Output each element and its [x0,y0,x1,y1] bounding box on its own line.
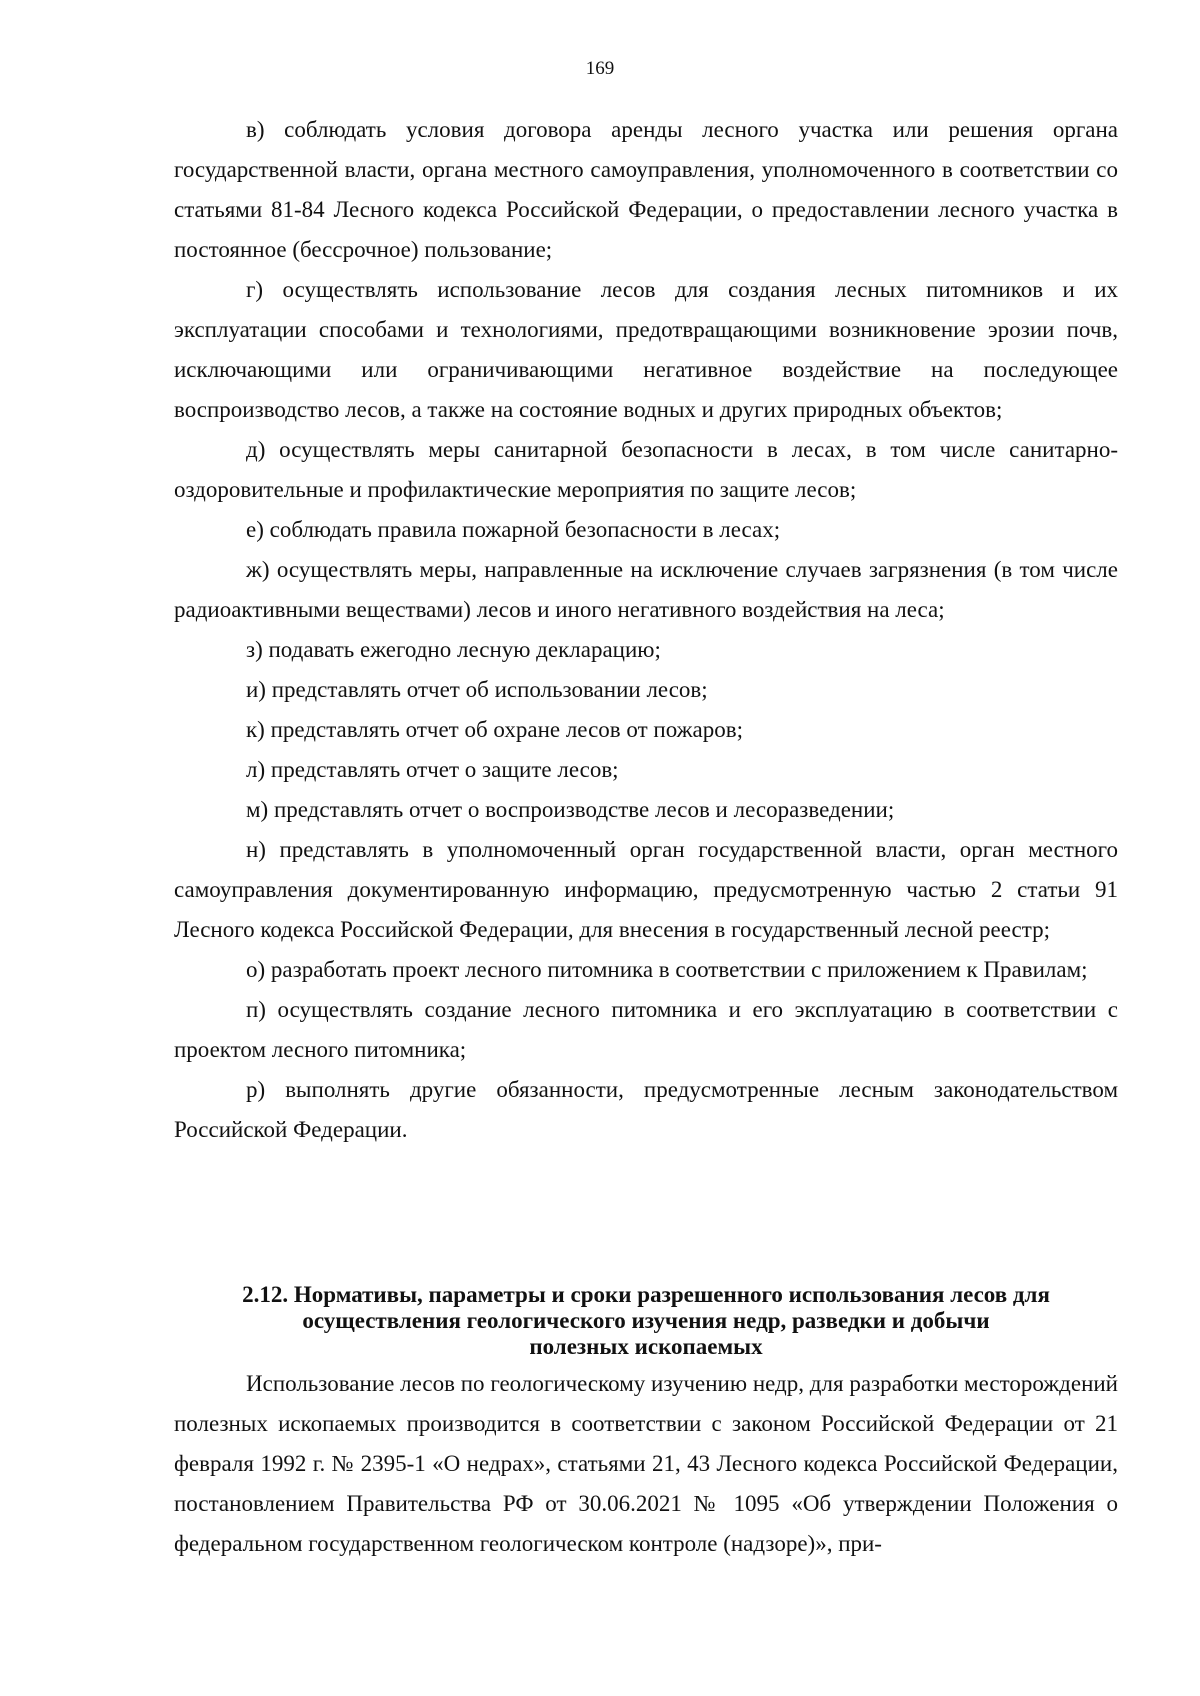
section-body [174,1364,1118,1564]
paragraph-l: л) представлять отчет о защите лесов; [246,757,619,782]
section-heading-line: осуществления геологического изучения недр, разведки и добычи [302,1308,990,1333]
paragraph-d: д) осуществлять меры санитарной безопасности в лесах, в том числе санитарно-оздоровительные и профилактические мероприятия по защите лесов; [174,437,1118,502]
paragraph-g: г) осуществлять использование лесов для создания лесных питомников и их эксплуатации способами и технологиями, предотвращающими возникновение эрозии почв, исключающими или ограничивающими негативное воздействие на последующее воспроизводство лесов, а также на состояние водных и других природных объектов; [174,277,1118,422]
paragraph-m: м) представлять отчет о воспроизводстве лесов и лесоразведении; [246,797,895,822]
paragraph-z: з) подавать ежегодно лесную декларацию; [246,637,661,662]
paragraph-zh: ж) осуществлять меры, направленные на исключение случаев загрязнения (в том числе радиоактивными веществами) лесов и иного негативного воздействия на леса; [174,557,1118,622]
section-paragraph: Использование лесов по геологическому изучению недр, для разработки месторождений полезных ископаемых производится в соответствии с законом Российской Федерации от 21 февраля 1992 г. № 2395-1 «О недрах», статьями 21, 43 Лесного кодекса Российской Федерации, постановлением Правительства РФ от 30.06.2021 № 1095 «Об утверждении Положения о федеральном государственном геологическом контроле (надзоре)», при- [174,1371,1118,1556]
paragraph-p: п) осуществлять создание лесного питомника и его эксплуатацию в соответствии с проектом лесного питомника; [174,997,1118,1062]
paragraph-k: к) представлять отчет об охране лесов от пожаров; [246,717,743,742]
section-heading [174,1282,1118,1360]
paragraph-o: о) разработать проект лесного питомника в соответствии с приложением к Правилам; [246,957,1088,982]
section-heading-line: полезных ископаемых [529,1334,763,1359]
paragraph-r: р) выполнять другие обязанности, предусмотренные лесным законодательством Российской Федерации. [174,1077,1118,1142]
obligations-list [174,110,1118,1150]
page-number: 169 [585,58,615,79]
paragraph-n: н) представлять в уполномоченный орган государственной власти, орган местного самоуправления документированную информацию, предусмотренную частью 2 статьи 91 Лесного кодекса Российской Федерации, для внесения в государственный лесной реестр; [174,837,1118,942]
paragraph-v: в) соблюдать условия договора аренды лесного участка или решения органа государственной власти, органа местного самоуправления, уполномоченного в соответствии со статьями 81-84 Лесного кодекса Российской Федерации, о предоставлении лесного участка в постоянное (бессрочное) пользование; [174,117,1118,262]
paragraph-i: и) представлять отчет об использовании лесов; [246,677,708,702]
section-heading-line: 2.12. Нормативы, параметры и сроки разрешенного использования лесов для [242,1282,1050,1307]
paragraph-e: е) соблюдать правила пожарной безопасности в лесах; [246,517,781,542]
